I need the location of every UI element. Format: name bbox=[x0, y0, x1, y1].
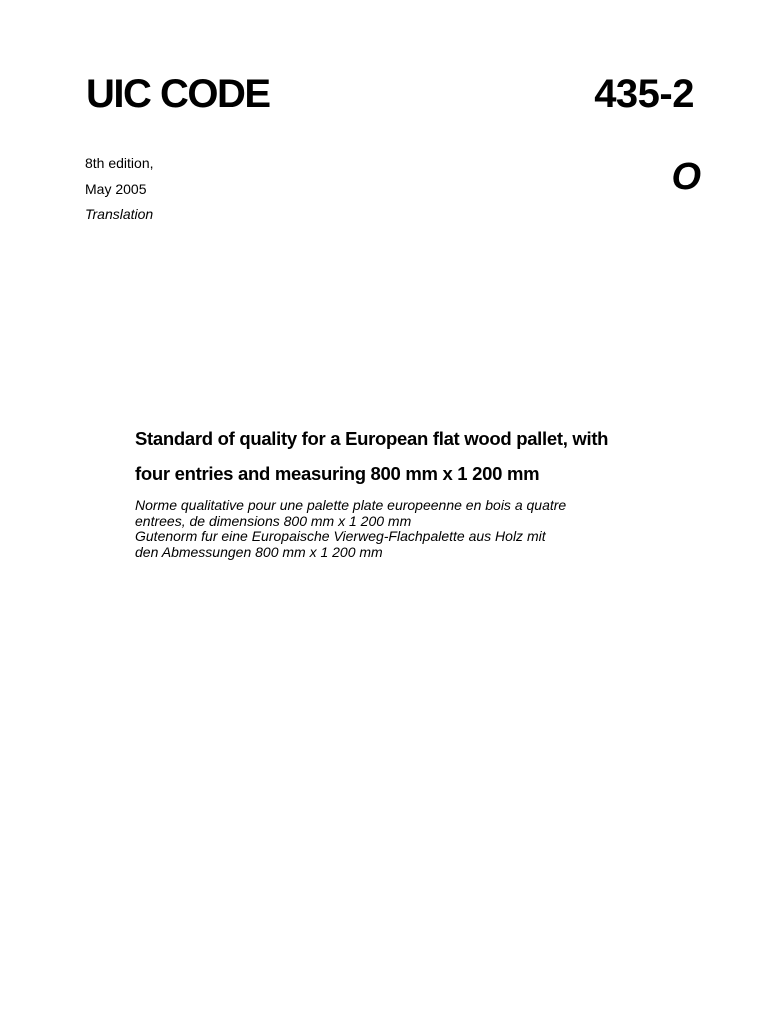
edition-number: 8th edition, bbox=[85, 155, 154, 171]
edition-date: May 2005 bbox=[85, 180, 147, 197]
translated-titles bbox=[135, 498, 655, 560]
status-letter: O bbox=[671, 156, 701, 198]
german-title-line-2: den Abmessungen 800 mm x 1 200 mm bbox=[135, 543, 383, 560]
french-title-line-2: entrees, de dimensions 800 mm x 1 200 mm bbox=[135, 512, 412, 529]
code-number: 435-2 bbox=[594, 72, 694, 116]
document-title-line-2: four entries and measuring 800 mm x 1 200 mm bbox=[135, 463, 540, 484]
french-title-line-1: Norme qualitative pour une palette plate europeenne en bois a quatre bbox=[135, 497, 567, 513]
german-title-line-1: Gutenorm fur eine Europaische Vierweg-Flachpalette aus Holz mit bbox=[135, 528, 546, 544]
document-title bbox=[135, 421, 695, 491]
document-title-line-1: Standard of quality for a European flat wood pallet, with bbox=[135, 428, 609, 449]
code-title: UIC CODE bbox=[86, 72, 270, 116]
edition-type: Translation bbox=[85, 206, 154, 222]
edition-info bbox=[85, 151, 154, 228]
